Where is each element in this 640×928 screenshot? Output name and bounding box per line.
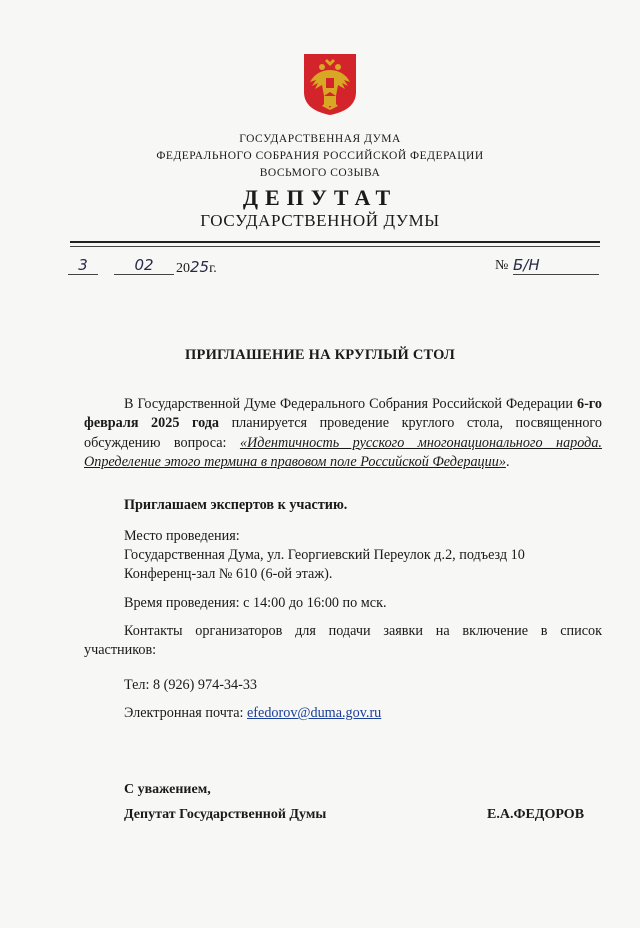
signer-position: Депутат Государственной Думы (124, 807, 327, 822)
date-year (176, 258, 217, 277)
phone: Тел: 8 (926) 974-34-33 (124, 677, 258, 693)
date-day: 3 (68, 256, 98, 275)
number-value: Б/Н (513, 256, 599, 275)
intro-end: . (505, 453, 510, 470)
venue-room: Конференц-зал № 610 (6-ой этаж). (124, 566, 333, 582)
email-line (124, 705, 381, 722)
header-federal-assembly: ФЕДЕРАЛЬНОГО СОБРАНИЯ РОССИЙСКОЙ ФЕДЕРАЦИИ (156, 150, 484, 162)
document-title: ПРИГЛАШЕНИЕ НА КРУГЛЫЙ СТОЛ (185, 347, 455, 363)
contacts-paragraph: Контакты организаторов для подачи заявки на включение в список участников: (84, 623, 602, 659)
signer-name: Е.А.ФЕДОРОВ (487, 807, 585, 822)
venue-address: Государственная Дума, ул. Георгиевский Переулок д.2, подъезд 10 (124, 547, 525, 563)
invite-text: Приглашаем экспертов к участию. (124, 497, 348, 513)
intro-text-a: В Государственной Думе Федерального Собрания Российской Федерации (124, 396, 577, 412)
header-rule-thin (70, 246, 600, 247)
topic: «Идентичность русского многонационального народа. Определение этого термина в правовом поле Российской Федерации» (84, 434, 602, 470)
date-suffix: г. (209, 261, 217, 276)
number-label: № (495, 258, 509, 273)
greeting: С уважением, (124, 782, 211, 797)
date-month: 02 (114, 256, 174, 275)
email-label: Электронная почта: (124, 705, 247, 721)
coat-of-arms-emblem (302, 52, 358, 116)
intro-paragraph (84, 395, 602, 472)
header-rule-thick (70, 241, 600, 243)
date-year-prefix: 20 (176, 261, 190, 276)
header-state-duma: ГОСУДАРСТВЕННОЙ ДУМЫ (200, 211, 440, 230)
venue-label: Место проведения: (124, 528, 240, 544)
email-link[interactable]: efedorov@duma.gov.ru (247, 705, 382, 721)
header-deputy: ДЕПУТАТ (242, 185, 398, 210)
header-convocation: ВОСЬМОГО СОЗЫВА (259, 167, 381, 179)
event-time: Время проведения: с 14:00 до 16:00 по мск. (124, 595, 387, 611)
date-year-suffix: 25 (190, 258, 210, 276)
intro-text-b: планируется проведение круглого стола, посвященного обсуждению вопроса: (84, 415, 602, 451)
event-date: 6-го февраля 2025 года (84, 396, 602, 432)
header-duma: ГОСУДАРСТВЕННАЯ ДУМА (239, 133, 401, 145)
